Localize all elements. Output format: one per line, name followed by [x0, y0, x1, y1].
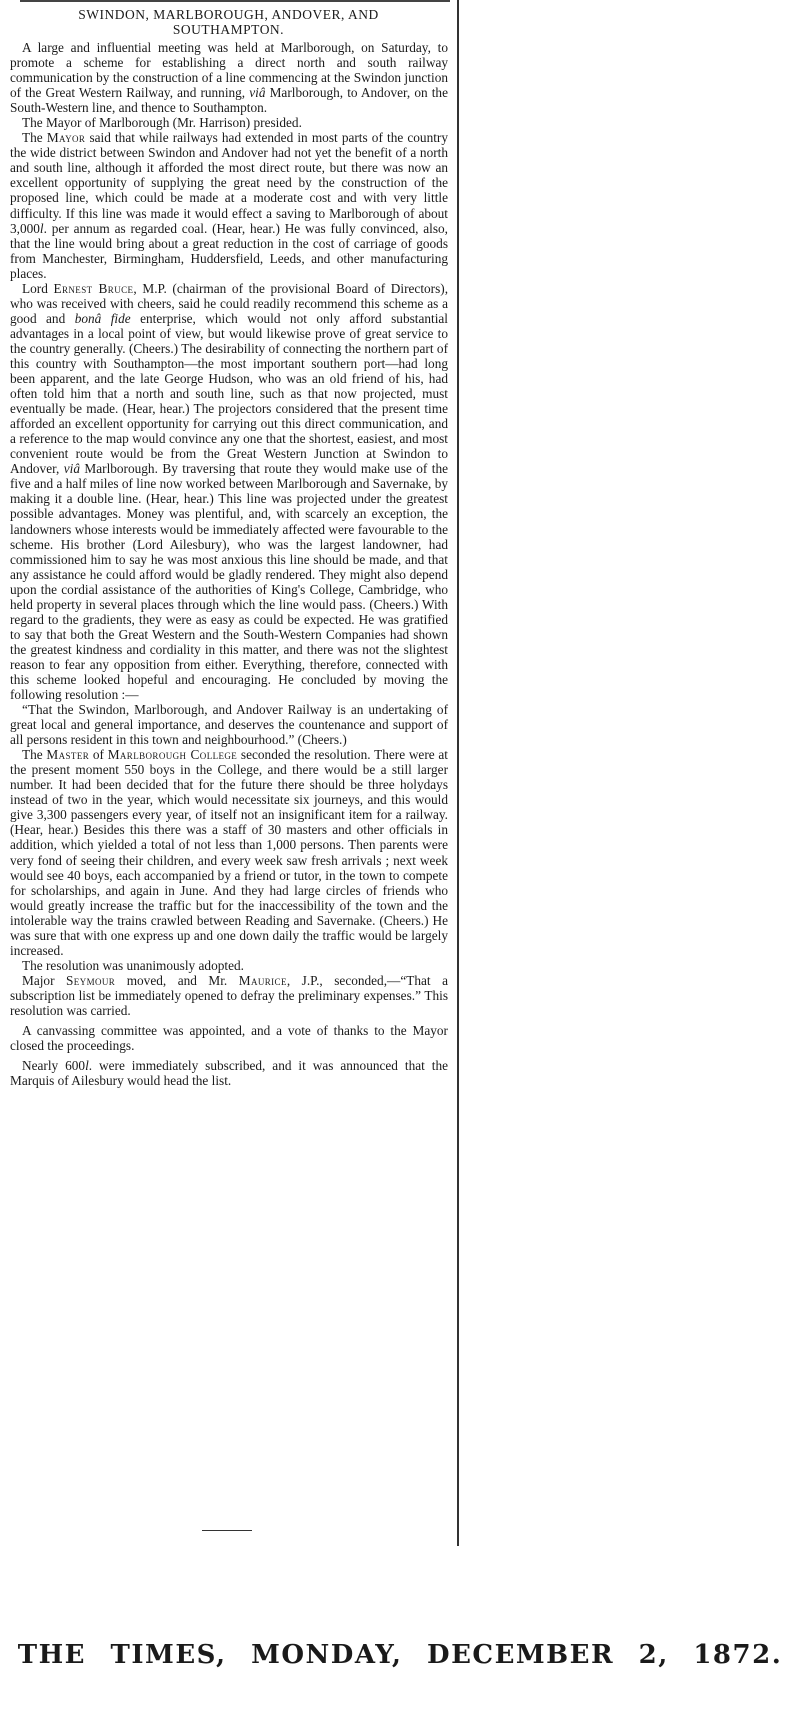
- italic-text: bonâ fide: [74, 310, 131, 326]
- headline-line-2: SOUTHAMPTON.: [172, 22, 285, 37]
- paragraph-text: seconded the resolution. There were at the present moment 550 boys in the College, and there would be a still larger number. It had been decided that for the future there should be three holydays instead of two in the year, which would necessitate six journeys, and this would give 3,300 passengers every year, of itself not an insignificant item for a railway. (Hear, hear.) Besides this there was a staff of 30 masters and other officials in addition, which yielded a total of not less than 1,000 persons. Then parents were very fond of seeing their children, and every week saw fresh arrivals ; next week would see 40 boys, each accompanied by a friend or tutor, in the town to compete for scholarships, and again in June. And they had large circles of friends who would greatly increase the traffic but for the inaccessibility of the town and the intolerable way the trains crawled between Reading and Savernake. (Cheers.) He was sure that with one express up and one down daily the traffic would be largely increased.: [10, 747, 448, 958]
- paragraph-text: The: [22, 130, 47, 146]
- article-paragraph: [10, 281, 448, 702]
- paragraph-text: Marlborough. By traversing that route they would make use of the five and a half miles of line now worked between Marlborough and Savernake, by making it a double line. (Hear, hear.) This line was projected under the greatest possible advantages. Money was plentiful, and, with scarcely an exception, the landowners whose interests would be immediately affected were favourable to the scheme. His brother (Lord Ailesbury), who was the largest landowner, had commissioned him to say he was most anxious this line should be made, and that any assistance he could afford would be gladly rendered. They might also depend upon the cordial assistance of the authorities of King's College, Cambridge, who held property in several places through which the line would pass. (Cheers.) With regard to the gradients, they were as easy as could be expected. He was gratified to say that both the Great Western and the South-Western Companies had shown the greatest kindness and cordiality in this matter, and there was not the slightest reason to fear any opposition from either. Everything, therefore, connected with this scheme looked hopeful and encouraging. He concluded by moving the following resolution :—: [10, 461, 448, 703]
- paragraph-text: moved, and Mr.: [115, 972, 239, 988]
- newspaper-masthead: THE TIMES, MONDAY, DECEMBER 2, 1872.: [17, 1640, 783, 1670]
- paragraph-text: A large and influential meeting was held at Marlborough, on Saturday, to promote a scheme for establishing a direct north and south railway communication by the construction of a line commencing at the Swindon junction of the Great Western Railway, and running,: [10, 40, 448, 101]
- article-paragraph: [10, 40, 448, 115]
- article-paragraph: [10, 747, 448, 958]
- paragraph-text: Major: [22, 972, 66, 988]
- paragraph-text: The resolution was unanimously adopted.: [22, 957, 244, 973]
- paragraph-text: Nearly 600: [22, 1058, 86, 1074]
- italic-text: l: [39, 220, 44, 236]
- paragraph-text: The: [22, 747, 47, 763]
- article-body: [10, 40, 448, 1088]
- paragraph-text: Lord: [22, 280, 54, 296]
- small-caps-name: Master: [46, 747, 90, 763]
- small-caps-name: Mayor: [46, 130, 86, 146]
- article-headline: [0, 7, 457, 37]
- paragraph-text: , J.P., seconded,—“That a subscription list be immediately opened to defray the preliminary expenses.” This resolution was carried.: [10, 972, 448, 1018]
- paragraph-text: Marlborough, to Andover, on the South-Western line, and thence to Southampton.: [10, 85, 448, 116]
- article-paragraph: [10, 1023, 448, 1053]
- paragraph-text: , M.P. (chairman of the provisional Board of Directors), who was received with cheers, said he could readily recommend this scheme as a good and: [10, 280, 449, 326]
- paragraph-text: “That the Swindon, Marlborough, and Andover Railway is an undertaking of great local and general importance, and deserves the countenance and support of all persons resident in this town and neighbourhood.” (Cheers.): [10, 702, 448, 748]
- italic-text: l: [85, 1058, 89, 1074]
- small-caps-name: Maurice: [238, 972, 287, 988]
- closing-rule: [202, 1530, 252, 1531]
- headline-line-1: SWINDON, MARLBOROUGH, ANDOVER, AND: [78, 7, 379, 22]
- paragraph-text: The Mayor of Marlborough (Mr. Harrison) presided.: [22, 115, 302, 131]
- article-paragraph: [10, 130, 448, 280]
- article-paragraph: [10, 702, 448, 747]
- small-caps-name: Seymour: [66, 972, 116, 988]
- italic-text: viâ: [249, 85, 266, 101]
- paragraph-text: . were immediately subscribed, and it was announced that the Marquis of Ailesbury would head the list.: [10, 1058, 449, 1089]
- paragraph-text: said that while railways had extended in most parts of the country the wide district between Swindon and Andover had not yet the benefit of a north and south line, although it afforded the most direct route, but there was now an excellent opportunity of supplying the great need by the construction of the proposed line, which could be made at a moderate cost and with very little difficulty. If this line was made it would effect a saving to Marlborough of about 3,000: [10, 130, 448, 236]
- paragraph-text: of: [89, 747, 108, 763]
- paragraph-text: A canvassing committee was appointed, and a vote of thanks to the Mayor closed the proceedings.: [10, 1023, 448, 1054]
- article-paragraph: [10, 973, 448, 1018]
- article-paragraph: [10, 958, 448, 973]
- small-caps-name: Marlborough College: [107, 747, 238, 763]
- paragraph-text: . per annum as regarded coal. (Hear, hear.) He was fully convinced, also, that the line would bring about a great reduction in the cost of carriage of goods from Manchester, Birmingham, Huddersfield, Leeds, and other manufacturing places.: [10, 220, 448, 281]
- italic-text: viâ: [63, 461, 80, 477]
- paragraph-text: enterprise, which would not only afford substantial advantages in a local point of view, but would likewise prove of great service to the country generally. (Cheers.) The desirability of connecting the northern part of this country with Southampton—the most important southern port—had long been apparent, and the late George Hudson, who was an old friend of his, had often told him that a north and south line, such as that now projected, must eventually be made. (Hear, hear.) The projectors considered that the present time afforded an excellent opportunity for carrying out this direct communication, and a reference to the map would convince any one that the shortest, easiest, and most convenient route would be from the Great Western Junction at Swindon to Andover,: [10, 310, 448, 477]
- article-paragraph: [10, 1058, 448, 1088]
- top-rule: [20, 0, 450, 6]
- article-paragraph: [10, 115, 448, 130]
- small-caps-name: Ernest Bruce: [53, 280, 134, 296]
